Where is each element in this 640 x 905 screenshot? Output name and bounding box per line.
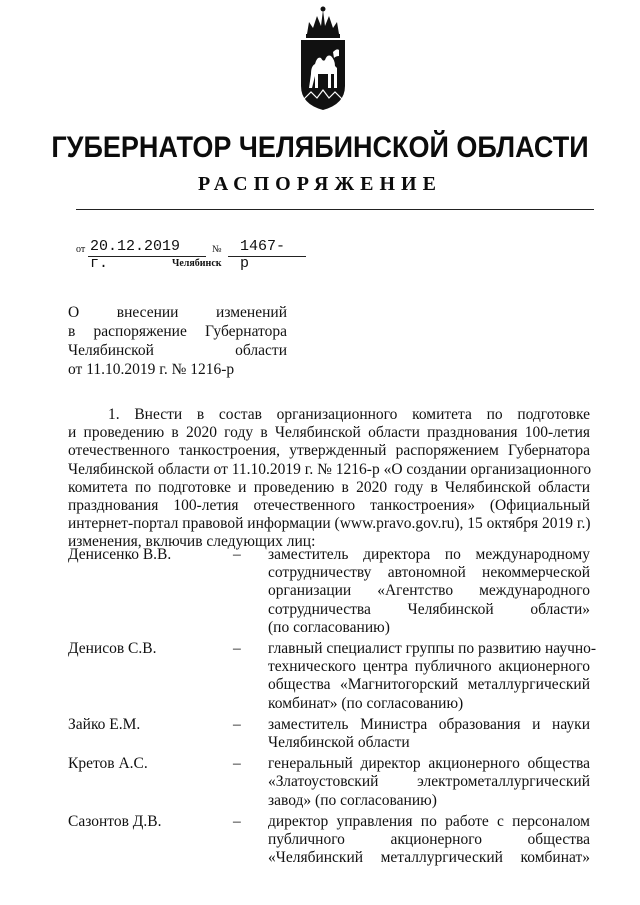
role-line: (по согласованию)	[268, 618, 390, 636]
governor-title: ГУБЕРНАТОР ЧЕЛЯБИНСКОЙ ОБЛАСТИ	[51, 131, 589, 164]
person-role	[268, 716, 590, 752]
subject-line: О внесении изменений	[68, 304, 287, 321]
person-entry	[68, 755, 590, 810]
role-line: Челябинской области	[268, 734, 410, 752]
body-line: и проведению в 2020 году в Челябинской области празднования 100-летия	[68, 424, 590, 442]
role-line: генеральный директор акционерного общества	[268, 755, 590, 773]
role-line: «Златоустовский электрометаллургический	[268, 773, 590, 791]
date-prefix: от	[76, 244, 86, 255]
document-body	[68, 406, 590, 552]
body-line: комитета по подготовке и проведению в 2020 году в Челябинской области	[68, 478, 590, 496]
coat-of-arms-icon	[293, 4, 353, 114]
body-line: интернет-портал правовой информации (www.pravo.gov.ru), 15 октября 2019 г.)	[68, 515, 591, 533]
person-role	[268, 546, 590, 637]
role-line: публичного акционерного общества	[268, 831, 590, 849]
body-line: Челябинской области от 11.10.2019 г. № 1216-р «О создании организационного	[68, 460, 592, 478]
person-name: Денисов С.В.	[68, 640, 157, 658]
document-type: РАСПОРЯЖЕНИЕ	[198, 173, 442, 195]
person-dash: –	[233, 546, 241, 563]
number-prefix: №	[212, 244, 222, 255]
role-line: директор управления по работе с персоналом	[268, 812, 590, 830]
body-line: празднования 100-летия отечественного танкостроения» (Официальный	[68, 497, 590, 515]
subject-line: от 11.10.2019 г. № 1216-р	[68, 361, 235, 378]
role-line: сотрудничеству автономной некоммерческой	[268, 564, 590, 582]
role-line: организации «Агентство международного	[268, 582, 590, 600]
body-line: отечественного танкостроения, утвержденный распоряжением Губернатора	[68, 442, 590, 460]
role-line: общества «Магнитогорский металлургический	[268, 676, 590, 694]
role-line: главный специалист группы по развитию научно-	[268, 640, 597, 658]
subject-line: Челябинской области	[68, 342, 287, 359]
person-role	[268, 813, 590, 868]
role-line: «Челябинский металлургический комбинат»	[268, 849, 590, 867]
number-underline	[228, 256, 306, 257]
date-underline	[88, 256, 206, 257]
number-value: 1467-р	[240, 238, 286, 272]
role-line: сотрудничества Челябинской области»	[268, 600, 590, 618]
body-line: 1. Внести в состав организационного комитета по подготовке	[108, 406, 590, 423]
role-line: заместитель Министра образования и науки	[268, 715, 590, 733]
person-entry	[68, 813, 590, 868]
role-line: комбинат» (по согласованию)	[268, 694, 464, 712]
person-dash: –	[233, 715, 241, 733]
person-entry	[68, 640, 597, 713]
person-role	[268, 755, 590, 810]
city-label: Челябинск	[172, 258, 222, 269]
person-role	[268, 640, 597, 713]
person-dash: –	[233, 755, 241, 773]
person-dash: –	[233, 812, 241, 830]
person-name: Денисенко В.В.	[68, 546, 172, 563]
person-entry	[68, 546, 590, 637]
role-line: завод» (по согласованию)	[268, 791, 437, 809]
coat-of-arms-emblem	[293, 4, 353, 114]
role-line: заместитель директора по международному	[268, 546, 590, 563]
date-value: 20.12.2019 г.	[90, 238, 181, 272]
person-list	[68, 546, 597, 867]
person-name: Сазонтов Д.В.	[68, 812, 162, 830]
document-subject	[68, 303, 287, 379]
body-line: изменения, включив следующих лиц:	[68, 533, 316, 551]
person-dash: –	[233, 640, 241, 658]
header-divider	[76, 209, 594, 210]
subject-line: в распоряжение Губернатора	[68, 323, 287, 340]
person-entry	[68, 716, 590, 752]
person-name: Зайко Е.М.	[68, 715, 141, 733]
role-line: технического центра публичного акционерного	[268, 658, 590, 676]
person-name: Кретов А.С.	[68, 755, 148, 773]
